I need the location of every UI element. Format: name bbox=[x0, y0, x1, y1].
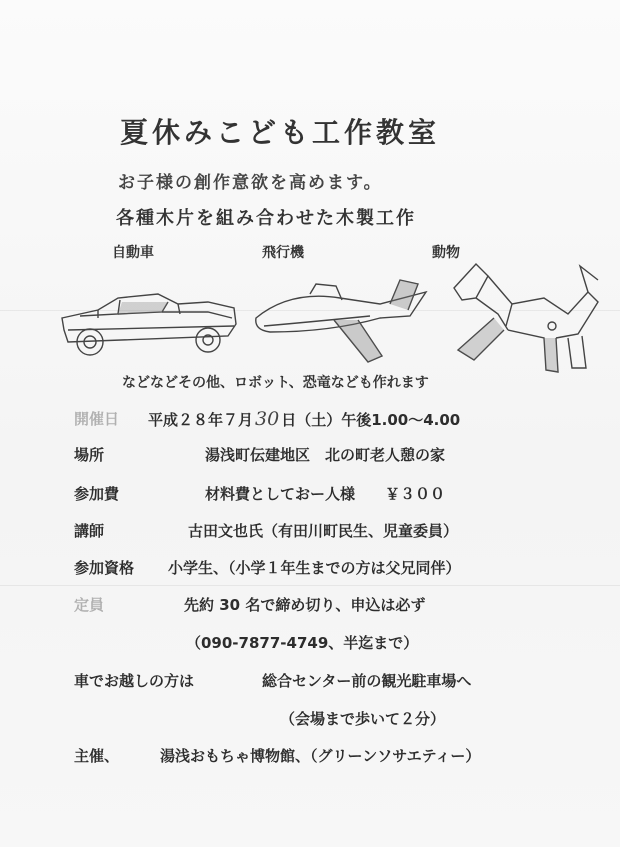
date-value-suffix: 日（土）午後1.00～4.00 bbox=[281, 411, 461, 429]
date-value-handwritten: 30 bbox=[255, 408, 280, 430]
car-access-value: 総合センター前の観光駐車場へ bbox=[262, 672, 472, 690]
date-value-prefix: 平成２８年７月 bbox=[148, 411, 254, 429]
capacity-label: 定員 bbox=[74, 596, 105, 614]
eligibility-value: 小学生、（小学１年生までの方は父兄同伴） bbox=[168, 559, 461, 577]
capacity-value: 先約 30 名で締め切り、申込は必ず bbox=[184, 596, 426, 614]
date-value bbox=[148, 408, 460, 430]
figure-label-airplane: 飛行機 bbox=[262, 245, 304, 261]
flyer-subtitle: お子様の創作意欲を高めます。 bbox=[118, 173, 383, 193]
place-value: 湯浅町伝建地区 北の町老人憩の家 bbox=[205, 446, 446, 464]
figure-label-animal: 動物 bbox=[432, 245, 460, 261]
car-drawing-icon bbox=[58, 290, 240, 362]
instructor-value: 古田文也氏（有田川町民生、児童委員） bbox=[188, 522, 459, 540]
place-label: 場所 bbox=[74, 446, 105, 464]
organizer-value: 湯浅おもちゃ博物館、（グリーンソサエティー） bbox=[160, 747, 481, 765]
walk-time-note: （会場まで歩いて２分） bbox=[280, 710, 446, 728]
date-label: 開催日 bbox=[74, 410, 120, 428]
car-access-label: 車でお越しの方は bbox=[74, 672, 195, 690]
instructor-label: 講師 bbox=[74, 522, 105, 540]
fee-value: 材料費としておー人様 ￥３００ bbox=[205, 485, 446, 503]
figure-label-car: 自動車 bbox=[112, 245, 154, 261]
flyer-subtitle-2: 各種木片を組み合わせた木製工作 bbox=[116, 208, 416, 229]
animal-drawing-icon bbox=[448, 258, 604, 384]
flyer-title: 夏休みこども工作教室 bbox=[120, 116, 441, 149]
eligibility-label: 参加資格 bbox=[74, 559, 135, 577]
airplane-drawing-icon bbox=[250, 270, 430, 370]
phone-number: （090-7877-4749、半迄まで） bbox=[186, 634, 419, 652]
examples-note: などなどその他、ロボット、恐竜なども作れます bbox=[122, 375, 429, 391]
fee-label: 参加費 bbox=[74, 485, 120, 503]
organizer-label: 主催、 bbox=[74, 747, 120, 765]
paper-fold-line bbox=[0, 585, 620, 586]
